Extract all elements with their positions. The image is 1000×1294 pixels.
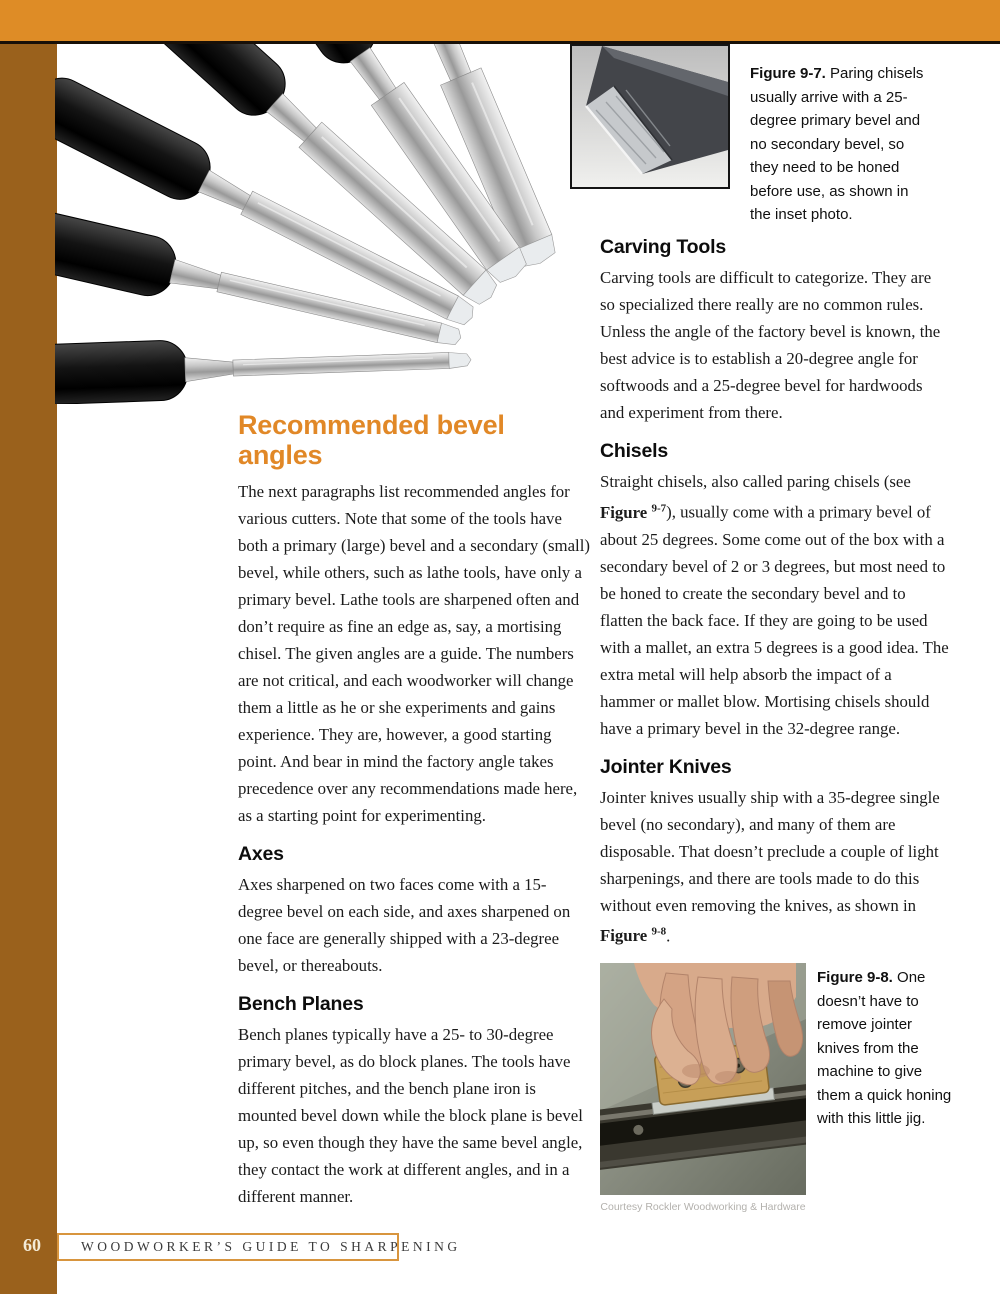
- heading-axes: Axes: [238, 843, 284, 865]
- chisels-text-post: ), usually come with a primary bevel of about 25 degrees. Some come out of the box with a secondary bevel of 2 or 3 degrees, but most need to be honed to create the secondary bevel and to flatten the back face. If they are going to be used with a mallet, an extra 5 degrees is a good idea. The extra metal will help absorb the impact of a hammer or mallet blow. Mortising chisels should have a primary bevel in the 32-degree range.: [600, 502, 949, 738]
- figure-9-8-caption: [817, 966, 957, 1131]
- page-title: Recommended bevel angles: [238, 410, 505, 470]
- chisels-text-pre: Straight chisels, also called paring chisels (see: [600, 472, 911, 491]
- carving-tools-paragraph: Carving tools are difficult to categorize. They are so specialized there really are no common rules. Unless the angle of the factory bevel is known, the best advice is to establish a 20-degree angle for softwoods and a 25-degree bevel for hardwoods and experiment from there.: [600, 268, 941, 422]
- bench-planes-paragraph: Bench planes typically have a 25- to 30-degree primary bevel, as do block planes. The tools have different pitches, and the bench plane iron is mounted bevel down while the block plane is bevel up, so even though they have the same bevel angle, they contact the work at different angles, and in a different manner.: [238, 1025, 583, 1206]
- intro-paragraph: The next paragraphs list recommended angles for various cutters. Note that some of the tools have both a primary (large) bevel and a secondary (small) bevel, while others, such as lathe tools, have only a primary bevel. Lathe tools are sharpened often and don’t require as fine an edge as, say, a mortising chisel. The given angles are a guide. The numbers are not critical, and each woodworker will change them a little as he or she experiments and gains experience. They are, however, a good starting point. And bear in mind the factory angle takes precedence over any recommendations made here, as a starting point for experimenting.: [238, 482, 590, 825]
- page-number: 60: [23, 1235, 41, 1255]
- figure-9-7-caption: [750, 62, 930, 227]
- heading-carving-tools: Carving Tools: [600, 236, 726, 258]
- left-margin-stripe: [0, 44, 57, 1294]
- chisels-photo: [55, 44, 575, 404]
- heading-jointer-knives: Jointer Knives: [600, 755, 732, 778]
- chisels-paragraph: [600, 468, 950, 742]
- figure-9-8-label: Figure 9-8.: [817, 969, 893, 986]
- heading-bench-planes: Bench Planes: [238, 993, 364, 1015]
- top-banner: [0, 0, 1000, 41]
- photo-credit: Courtesy Rockler Woodworking & Hardware: [600, 1201, 806, 1213]
- right-column: [600, 236, 950, 957]
- figure-9-7-reference: Figure $^{9-7}$: [600, 502, 667, 522]
- jointer-text-post: .: [666, 926, 671, 946]
- jointer-text-pre: Jointer knives usually ship with a 35-degree single bevel (no secondary), and many of them are disposable. That doesn’t preclude a couple of light sharpenings, and there are tools made to do this without even removing the knives, as shown in: [600, 787, 940, 915]
- heading-chisels: Chisels: [600, 440, 668, 462]
- axes-paragraph: Axes sharpened on two faces come with a 15-degree bevel on each side, and axes sharpened on one face are generally shipped with a 23-degree bevel, or thereabouts.: [238, 875, 571, 975]
- jointer-knives-paragraph: [600, 784, 950, 950]
- left-column: [238, 410, 590, 1218]
- figure-9-8-image: [600, 963, 806, 1195]
- running-footer: [57, 1233, 461, 1261]
- figure-9-7-label: Figure 9-7.: [750, 65, 826, 82]
- figure-9-8-reference: Figure $^{9-8}$: [600, 925, 667, 946]
- figure-9-7-image: [570, 44, 730, 189]
- figure-9-8-text: One doesn’t have to remove jointer knives from the machine to give them a quick honing with this little jig.: [817, 969, 952, 1127]
- figure-9-7-text: Paring chisels usually arrive with a 25-degree primary bevel and no secondary bevel, so they need to be honed before use, as shown in the inset photo.: [750, 65, 924, 223]
- footer-title: WOODWORKER’S GUIDE TO SHARPENING: [81, 1239, 461, 1254]
